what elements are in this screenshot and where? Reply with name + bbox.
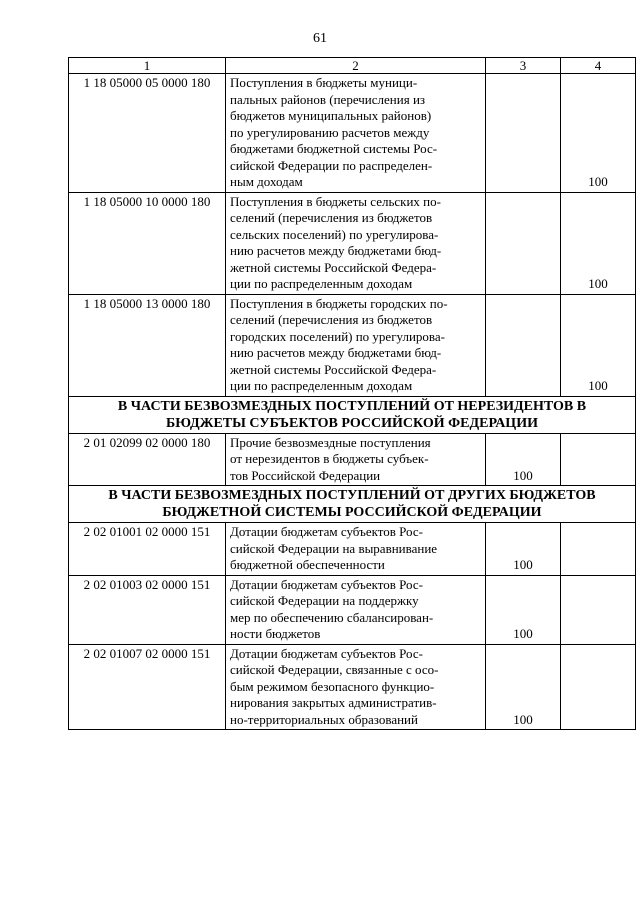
description-line: сийской Федерации по распределен- — [230, 157, 433, 173]
description-line: нию расчетов между бюджетами бюд- — [230, 345, 442, 360]
revenue-description — [226, 575, 486, 644]
budget-code: 2 02 01001 02 0000 151 — [69, 523, 226, 576]
normative-col-4 — [561, 433, 636, 486]
section-title — [69, 396, 636, 433]
budget-code: 1 18 05000 05 0000 180 — [69, 74, 226, 193]
table-row — [69, 644, 636, 730]
table-row — [69, 294, 636, 396]
section-header-row — [69, 486, 636, 523]
description-line: бюджетной обеспеченности — [230, 557, 385, 572]
description-line: Прочие безвозмездные поступления — [230, 434, 431, 450]
table-row — [69, 523, 636, 576]
description-line: бюджетов муниципальных районов) — [230, 108, 432, 123]
percent-value: 100 — [513, 626, 533, 641]
budget-code: 2 02 01007 02 0000 151 — [69, 644, 226, 730]
description-line: по урегулированию расчетов между — [230, 124, 430, 140]
percent-value: 100 — [513, 711, 533, 727]
header-col-2: 2 — [226, 58, 486, 74]
revenue-description — [226, 523, 486, 576]
section-title — [69, 486, 636, 523]
table-row — [69, 192, 636, 294]
table-row — [69, 575, 636, 644]
description-line: ции по распределенным доходам — [230, 276, 413, 291]
description-line: бюджетами бюджетной системы Рос- — [230, 141, 438, 156]
description-line: жетной системы Российской Федера- — [230, 259, 437, 275]
section-title-line: В ЧАСТИ БЕЗВОЗМЕЗДНЫХ ПОСТУПЛЕНИЙ ОТ ДРУГИХ БЮДЖЕТОВ — [108, 488, 596, 503]
budget-code: 2 02 01003 02 0000 151 — [69, 575, 226, 644]
description-line: сийской Федерации, связанные с осо- — [230, 662, 439, 677]
normative-col-4 — [561, 192, 636, 294]
section-title-line: БЮДЖЕТНОЙ СИСТЕМЫ РОССИЙСКОЙ ФЕДЕРАЦИИ — [162, 505, 542, 520]
description-line: жетной системы Российской Федера- — [230, 361, 437, 377]
description-line: сельских поселений) по урегулирова- — [230, 226, 439, 242]
description-line: пальных районов (перечисления из — [230, 91, 426, 107]
description-line: селений (перечисления из бюджетов — [230, 210, 433, 225]
revenue-description — [226, 192, 486, 294]
normative-col-3 — [486, 433, 561, 486]
budget-code: 2 01 02099 02 0000 180 — [69, 433, 226, 486]
description-line: бым режимом безопасного функцио- — [230, 678, 435, 694]
description-line: ным доходам — [230, 174, 303, 189]
description-line: нирования закрытых административ- — [230, 695, 437, 710]
revenue-description — [226, 433, 486, 486]
header-col-3: 3 — [486, 58, 561, 74]
revenue-table — [68, 57, 636, 730]
percent-value: 100 — [588, 276, 608, 291]
normative-col-3 — [486, 575, 561, 644]
table-row — [69, 74, 636, 193]
description-line: Поступления в бюджеты городских по- — [230, 295, 448, 311]
normative-col-4 — [561, 523, 636, 576]
budget-code: 1 18 05000 10 0000 180 — [69, 192, 226, 294]
description-line: нию расчетов между бюджетами бюд- — [230, 243, 442, 258]
header-col-4: 4 — [561, 58, 636, 74]
normative-col-3 — [486, 644, 561, 730]
normative-col-4 — [561, 74, 636, 193]
table-header-row — [69, 58, 636, 74]
description-line: сийской Федерации на выравнивание — [230, 540, 438, 556]
description-line: Дотации бюджетам субъектов Рос- — [230, 645, 423, 661]
revenue-description — [226, 644, 486, 730]
description-line: от нерезидентов в бюджеты субъек- — [230, 451, 429, 466]
description-line: Дотации бюджетам субъектов Рос- — [230, 524, 423, 539]
normative-col-3 — [486, 294, 561, 396]
percent-value: 100 — [513, 467, 533, 483]
revenue-description — [226, 294, 486, 396]
normative-col-4 — [561, 644, 636, 730]
normative-col-3 — [486, 192, 561, 294]
table-row — [69, 433, 636, 486]
description-line: но-территориальных образований — [230, 711, 418, 727]
description-line: Дотации бюджетам субъектов Рос- — [230, 576, 423, 592]
section-title-line: В ЧАСТИ БЕЗВОЗМЕЗДНЫХ ПОСТУПЛЕНИЙ ОТ НЕРЕЗИДЕНТОВ В — [117, 398, 587, 414]
normative-col-4 — [561, 294, 636, 396]
normative-col-3 — [486, 74, 561, 193]
description-line: тов Российской Федерации — [230, 467, 381, 483]
budget-code: 1 18 05000 13 0000 180 — [69, 294, 226, 396]
description-line: ции по распределенным доходам — [230, 378, 413, 393]
normative-col-4 — [561, 575, 636, 644]
header-col-1: 1 — [69, 58, 226, 74]
percent-value: 100 — [588, 378, 608, 393]
description-line: мер по обеспечению сбалансирован- — [230, 609, 434, 625]
description-line: Поступления в бюджеты муници- — [230, 75, 418, 90]
page-number: 61 — [313, 31, 327, 46]
normative-col-3 — [486, 523, 561, 576]
percent-value: 100 — [588, 174, 608, 189]
description-line: городских поселений) по урегулирова- — [230, 328, 445, 344]
percent-value: 100 — [513, 557, 533, 572]
section-title-line: БЮДЖЕТЫ СУБЪЕКТОВ РОССИЙСКОЙ ФЕДЕРАЦИИ — [166, 415, 538, 431]
description-line: Поступления в бюджеты сельских по- — [230, 193, 441, 209]
section-header-row — [69, 396, 636, 433]
revenue-description — [226, 74, 486, 193]
description-line: сийской Федерации на поддержку — [230, 593, 419, 608]
description-line: ности бюджетов — [230, 626, 321, 641]
description-line: селений (перечисления из бюджетов — [230, 312, 433, 327]
table-body — [69, 74, 636, 730]
